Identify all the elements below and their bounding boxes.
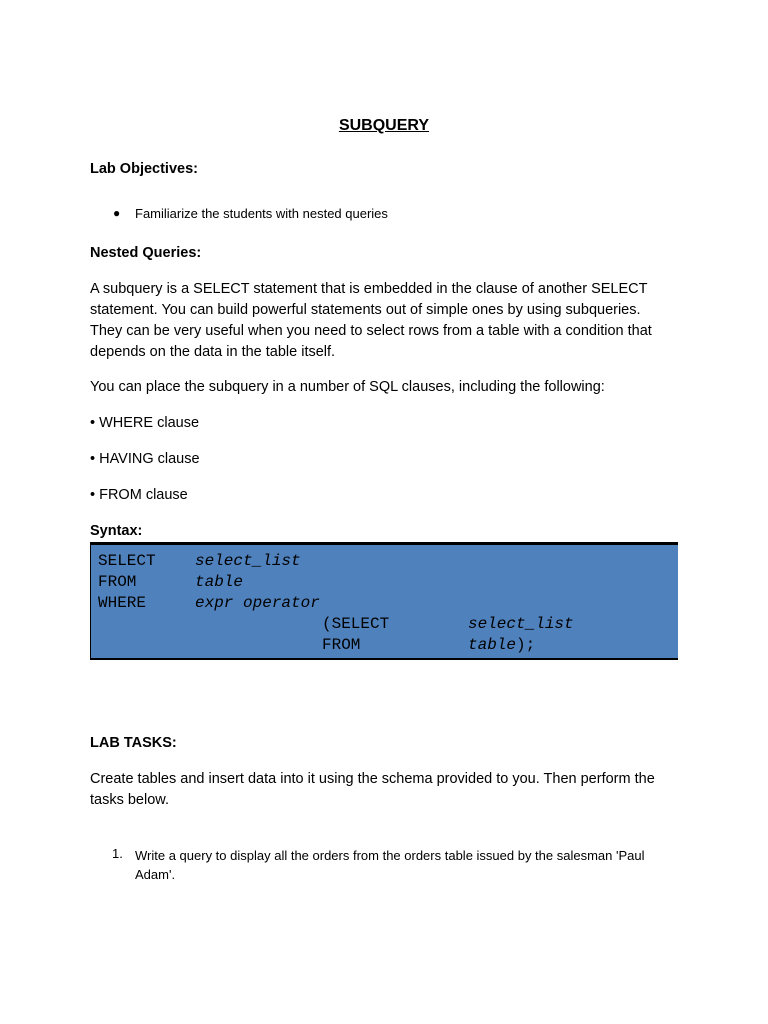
clause-item: • WHERE clause	[90, 415, 200, 431]
syntax-code-block	[90, 542, 678, 660]
objectives-heading: Lab Objectives:	[90, 161, 198, 177]
code-keyword: FROM	[98, 573, 137, 591]
paragraph-line: tasks below.	[90, 792, 169, 808]
task-line: Write a query to display all the orders from the orders table issued by the salesman 'Paul	[135, 848, 645, 863]
code-value: table	[195, 573, 244, 591]
clause-item: • HAVING clause	[90, 451, 200, 467]
code-keyword: FROM	[322, 636, 361, 654]
bullet-icon: ●	[113, 206, 121, 220]
paragraph-line: depends on the data in the table itself.	[90, 344, 336, 360]
clause-item: • FROM clause	[90, 487, 188, 503]
code-value: select_list	[195, 552, 301, 570]
code-keyword: SELECT	[98, 552, 156, 570]
task-item	[135, 846, 695, 884]
objective-item: Familiarize the students with nested queries	[135, 206, 388, 221]
task-line: Adam'.	[135, 867, 176, 882]
task-number: 1.	[112, 846, 123, 861]
paragraph-line: They can be very useful when you need to select rows from a table with a condition that	[90, 323, 652, 339]
syntax-heading: Syntax:	[90, 523, 143, 539]
code-keyword: WHERE	[98, 594, 147, 612]
code-value: select_list	[468, 615, 574, 633]
code-close: );	[516, 636, 536, 654]
page-title: SUBQUERY	[338, 117, 430, 134]
paragraph-line: Create tables and insert data into it using the schema provided to you. Then perform the	[90, 771, 655, 787]
code-value: expr operator	[195, 594, 320, 612]
paragraph-line: statement. You can build powerful statements out of simple ones by using subqueries.	[90, 302, 641, 318]
code-keyword: (SELECT	[322, 615, 390, 633]
nested-heading: Nested Queries:	[90, 245, 202, 261]
tasks-heading: LAB TASKS:	[90, 735, 177, 751]
nested-paragraph	[90, 279, 682, 363]
clauses-intro: You can place the subquery in a number of SQL clauses, including the following:	[90, 379, 605, 395]
code-value	[468, 636, 535, 654]
tasks-intro	[90, 769, 682, 811]
paragraph-line: A subquery is a SELECT statement that is embedded in the clause of another SELECT	[90, 281, 648, 297]
code-value-table: table	[468, 636, 517, 654]
